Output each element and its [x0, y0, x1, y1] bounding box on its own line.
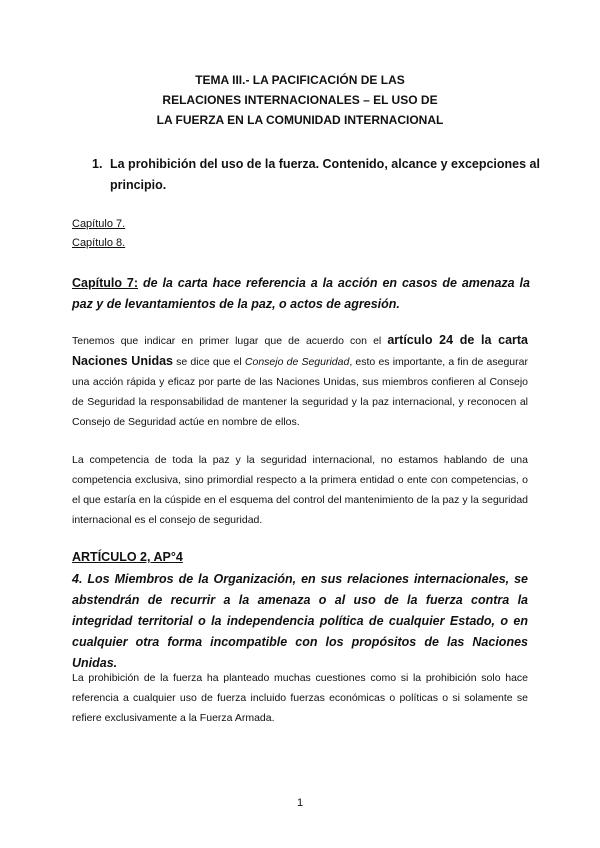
section-heading — [92, 154, 550, 196]
section-text: La prohibición del uso de la fuerza. Contenido, alcance y excepciones al principio. — [110, 157, 540, 192]
document-title — [0, 70, 600, 130]
paragraph-1-italic: Consejo de Seguridad — [244, 356, 350, 368]
paragraph-1 — [72, 330, 528, 432]
paragraph-1-pre: Tenemos que indicar en primer lugar que de acuerdo con el — [72, 335, 388, 347]
paragraph-2: La competencia de toda la paz y la seguridad internacional, no estamos hablando de una competencia exclusiva, sino primordial respecto a la primera entidad o ente con competencias, o el que estaría en la cúspide en el esquema del control del mantenimiento de la paz y la seguridad internacional es el consejo de seguridad. — [72, 454, 528, 526]
paragraph-1-mid: se dice que el — [172, 356, 245, 368]
chapter-item-8: Capítulo 8. — [72, 237, 126, 249]
title-line-3: LA FUERZA EN LA COMUNIDAD INTERNACIONAL — [156, 113, 444, 127]
chapter-7-label: Capítulo 7: — [72, 276, 139, 290]
section-number: 1. — [92, 157, 103, 171]
paragraph-3: La prohibición de la fuerza ha planteado muchas cuestiones como si la prohibición solo hace referencia a cualquier uso de fuerza incluido fuerzas económicas o políticas o si solamente se refiere exclusivamente a la Fuerza Armada. — [72, 672, 528, 724]
title-line-1: TEMA III.- LA PACIFICACIÓN DE LAS — [195, 73, 405, 87]
paragraph-1-post: , esto es importante, a fin de asegurar una acción rápida y eficaz por parte de las Naciones Unidas, sus miembros confieren al Consejo de Seguridad la responsabilidad de mantener la seguridad y la paz internacional, y reconocen al Consejo de Seguridad actúe en nombre de ellos. — [72, 356, 528, 428]
title-line-2: RELACIONES INTERNACIONALES – EL USO DE — [162, 93, 438, 107]
article-heading: ARTÍCULO 2, AP°4 — [72, 550, 183, 564]
chapter-7-heading — [72, 273, 530, 315]
paragraph-1-bold: artículo 24 de la carta Naciones Unidas — [72, 333, 528, 368]
chapter-list — [72, 215, 125, 253]
page-number: 1 — [296, 797, 304, 809]
chapter-7-text: de la carta hace referencia a la acción en casos de amenaza la paz y de levantamientos de la paz, o actos de agresión. — [72, 276, 530, 311]
article-body: 4. Los Miembros de la Organización, en sus relaciones internacionales, se abstendrán de recurrir a la amenaza o al uso de la fuerza contra la integridad territorial o la independencia política de cualquier Estado, o en cualquier otra forma incompatible con los propósitos de las Naciones Unidas. — [72, 572, 528, 670]
chapter-item-7: Capítulo 7. — [72, 218, 126, 230]
